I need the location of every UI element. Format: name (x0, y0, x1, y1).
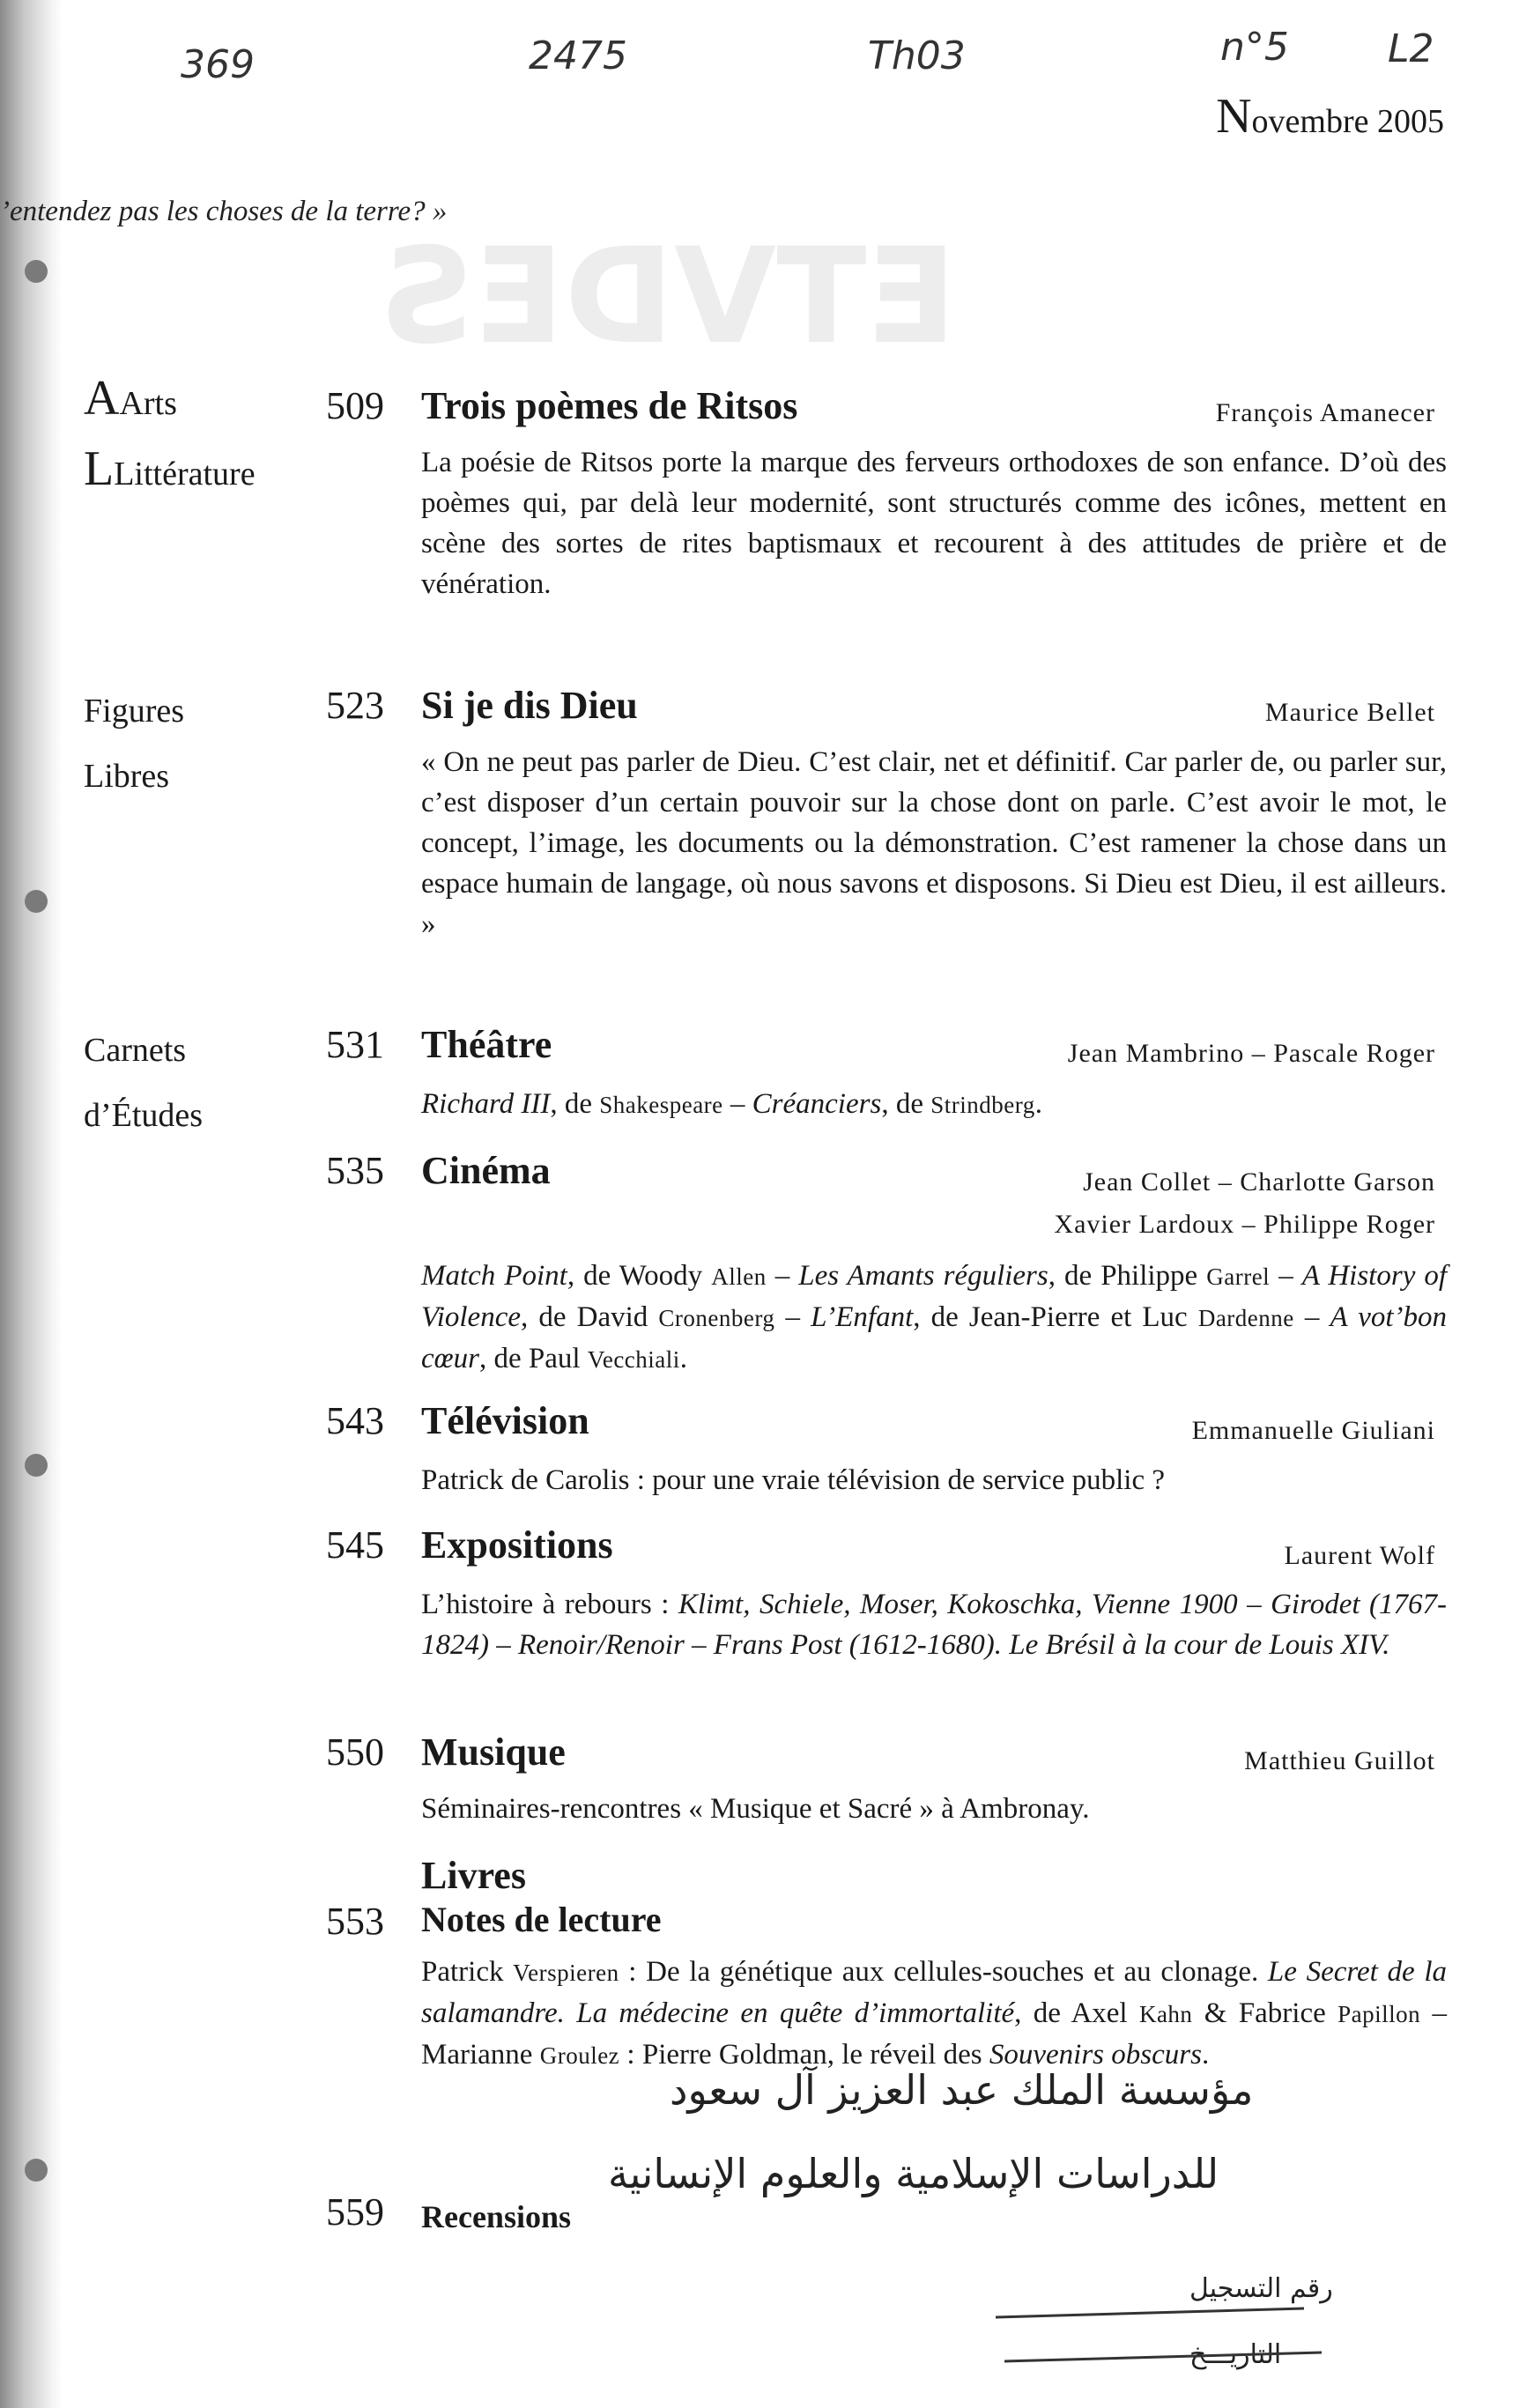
epigraph-quote: ’entendez pas les choses de la terre? » (0, 196, 448, 227)
article-author: François Amanecer (1215, 398, 1435, 427)
article-summary: « On ne peut pas parler de Dieu. C’est clair, net et définitif. Car parler de, ou parler sur, c’est disposer d’un certain pouvoir sur la chose dont on parle. C’est avoir le mot, le concept, l’image, les documents ou la démonstration. C’est ramener la chose dans un espace humain de langage, où nous savons et disposons. Si Dieu est Dieu, il est ailleurs. » (421, 746, 1447, 940)
page-number: 509 (326, 384, 384, 427)
article-summary: Patrick Verspieren : De la génétique aux cellules-souches et au clonage. Le Secret de la salamandre. La médecine en quête d’immortalité, de Axel Kahn & Fabrice Papillon – Marianne Groulez : Pierre Goldman, le réveil des Souvenirs obscurs. (421, 1956, 1447, 2071)
article-author: Emmanuelle Giuliani (1191, 1416, 1435, 1445)
section-label-text: Libres (84, 758, 170, 795)
page-number: 531 (326, 1023, 384, 1066)
article-author: Jean Mambrino – Pascale Roger (1067, 1039, 1435, 1068)
library-stamp-line: التاريـــخ (1189, 2339, 1282, 2370)
section-label-arts: AArts LLittérature (84, 371, 256, 496)
issue-date: Novembre 2005 (1216, 89, 1444, 144)
binder-hole (25, 1454, 48, 1477)
article-title: Musique (421, 1730, 566, 1774)
article-author: Matthieu Guillot (1244, 1746, 1435, 1775)
library-stamp-line: رقم التسجيل (1189, 2273, 1333, 2304)
handwritten-note: 369 (181, 42, 255, 87)
binder-hole (25, 260, 48, 283)
article-summary: Richard III, de Shakespeare – Créanciers, de Strindberg. (421, 1088, 1042, 1120)
article-author: Jean Collet – Charlotte Garson (1083, 1167, 1435, 1197)
stamp-signature-lines (987, 2291, 1339, 2388)
handwritten-note: n°5 (1220, 25, 1289, 70)
article-summary: L’histoire à rebours : Klimt, Schiele, Moser, Kokoschka, Vienne 1900 – Girodet (1767-1824) – Renoir/Renoir – Frans Post (1612-1680). Le Brésil à la cour de Louis XIV. (421, 1589, 1447, 1661)
page-number: 550 (326, 1730, 384, 1774)
section-label-carnets (84, 1018, 203, 1148)
article-title: Télévision (421, 1399, 589, 1442)
article-title: Notes de lecture (421, 1900, 662, 1939)
article-title: Si je dis Dieu (421, 684, 638, 727)
handwritten-note: 2475 (529, 33, 627, 78)
binder-hole (25, 890, 48, 913)
section-label-text: Arts (119, 385, 177, 422)
page-edge-shadow (0, 0, 62, 2408)
library-stamp-line: مؤسسة الملك عبد العزيز آل سعود (670, 2066, 1254, 2114)
article-title: Trois poèmes de Ritsos (421, 384, 798, 427)
article-summary: Séminaires-rencontres « Musique et Sacré » à Ambronay. (421, 1793, 1090, 1825)
library-stamp-line: للدراسات الإسلامية والعلوم الإنسانية (608, 2150, 1219, 2197)
section-label-text: Figures (84, 693, 184, 730)
show-through-watermark: ETVDES (379, 220, 957, 374)
article-summary: La poésie de Ritsos porte la marque des ferveurs orthodoxes de son enfance. D’où des poèmes qui, par delà leur modernité, sont structurés comme des icônes, mettent en scène des sortes de rites baptismaux et recourent à des attitudes de prière et de vénération. (421, 447, 1447, 600)
article-author: Laurent Wolf (1284, 1541, 1435, 1570)
page-number: 553 (326, 1900, 384, 1943)
handwritten-note: Th03 (868, 33, 966, 78)
article-author: Xavier Lardoux – Philippe Roger (1054, 1210, 1435, 1239)
section-label-text: Littérature (114, 456, 256, 493)
page-number: 545 (326, 1523, 384, 1567)
section-label-figures (84, 678, 184, 809)
handwritten-note: L2 (1388, 26, 1434, 71)
section-label-text: d’Études (84, 1097, 204, 1134)
article-summary: Match Point, de Woody Allen – Les Amants réguliers, de Philippe Garrel – A History of Violence, de David Cronenberg – L’Enfant, de Jean-Pierre et Luc Dardenne – A vot’bon cœur, de Paul Vecchiali. (421, 1260, 1448, 1374)
section-heading: Livres (421, 1854, 526, 1897)
article-title: Expositions (421, 1523, 613, 1567)
page-number: 523 (326, 684, 384, 727)
section-label-text: Carnets (84, 1032, 187, 1069)
page-number: 559 (326, 2190, 384, 2234)
article-summary: Patrick de Carolis : pour une vraie télévision de service public ? (421, 1464, 1165, 1496)
article-title: Recensions (421, 2199, 571, 2234)
article-author: Maurice Bellet (1264, 698, 1435, 727)
article-title: Théâtre (421, 1023, 552, 1066)
page-number: 535 (326, 1149, 384, 1192)
page-number: 543 (326, 1399, 384, 1442)
binder-hole (25, 2159, 48, 2182)
article-title: Cinéma (421, 1149, 551, 1192)
